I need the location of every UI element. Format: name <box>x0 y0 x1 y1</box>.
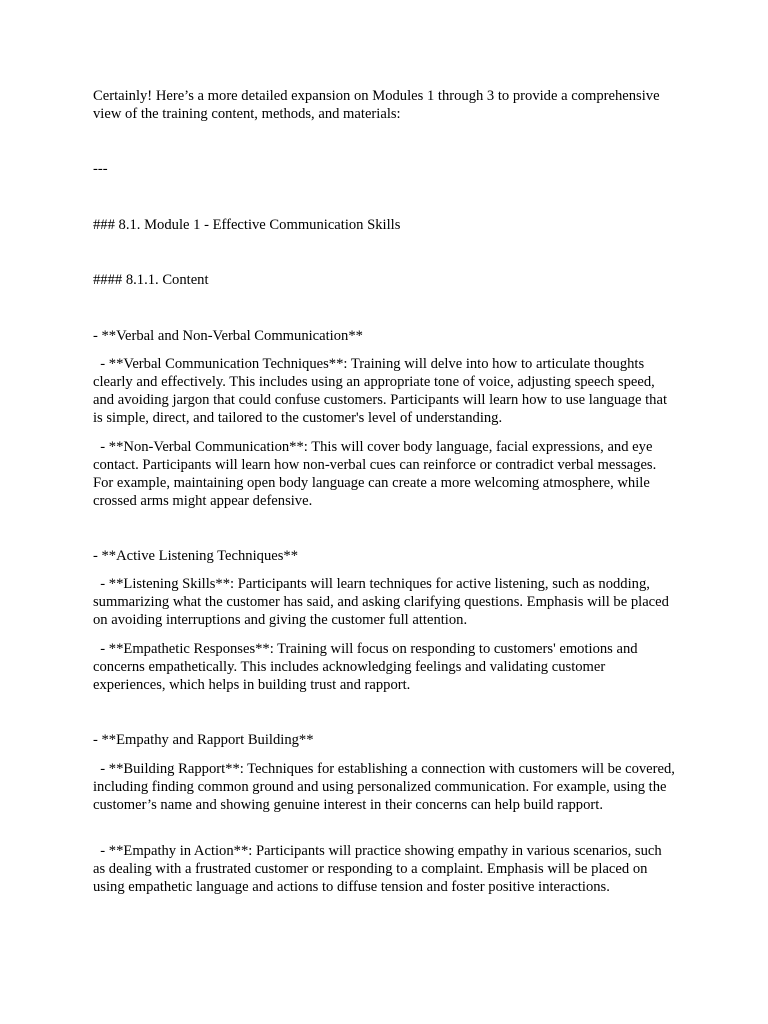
item-non-verbal: - **Non-Verbal Communication**: This will cover body language, facial expressions, and eye contact. Participants will learn how non-verbal cues can reinforce or contradict verbal messages. For example, maintaining open body language can create a more welcoming atmosphere, while crossed arms might appear defensive. <box>93 439 660 509</box>
item-verbal-techniques: - **Verbal Communication Techniques**: Training will delve into how to articulate thoughts clearly and effectively. This includes using an appropriate tone of voice, adjusting speech speed, and avoiding jargon that could confuse customers. Participants will learn how to use language that is simple, direct, and tailored to the customer's level of understanding. <box>93 356 671 426</box>
section-title-active-listening: - **Active Listening Techniques** <box>93 548 299 564</box>
separator-line: --- <box>93 161 108 177</box>
section-title-verbal: - **Verbal and Non-Verbal Communication** <box>93 328 363 344</box>
item-building-rapport: - **Building Rapport**: Techniques for establishing a connection with customers will be covered, including finding common ground and using personalized communication. For example, using the customer’s name and showing genuine interest in their concerns can help build rapport. <box>93 761 679 813</box>
content-heading: #### 8.1.1. Content <box>93 272 209 288</box>
intro-paragraph: Certainly! Here’s a more detailed expansion on Modules 1 through 3 to provide a comprehensive view of the training content, methods, and materials: <box>93 88 664 122</box>
item-empathetic-responses: - **Empathetic Responses**: Training will focus on responding to customers' emotions and concerns empathetically. This includes acknowledging feelings and validating customer experiences, which helps in building trust and rapport. <box>93 641 642 693</box>
section-title-empathy: - **Empathy and Rapport Building** <box>93 732 314 748</box>
item-empathy-in-action: - **Empathy in Action**: Participants will practice showing empathy in various scenarios, such as dealing with a frustrated customer or responding to a complaint. Emphasis will be placed on using empathetic language and actions to diffuse tension and foster positive interactions. <box>93 843 666 895</box>
module-heading: ### 8.1. Module 1 - Effective Communication Skills <box>93 217 401 233</box>
item-listening-skills: - **Listening Skills**: Participants will learn techniques for active listening, such as nodding, summarizing what the customer has said, and asking clarifying questions. Emphasis will be placed on avoiding interruptions and giving the customer full attention. <box>93 576 673 628</box>
